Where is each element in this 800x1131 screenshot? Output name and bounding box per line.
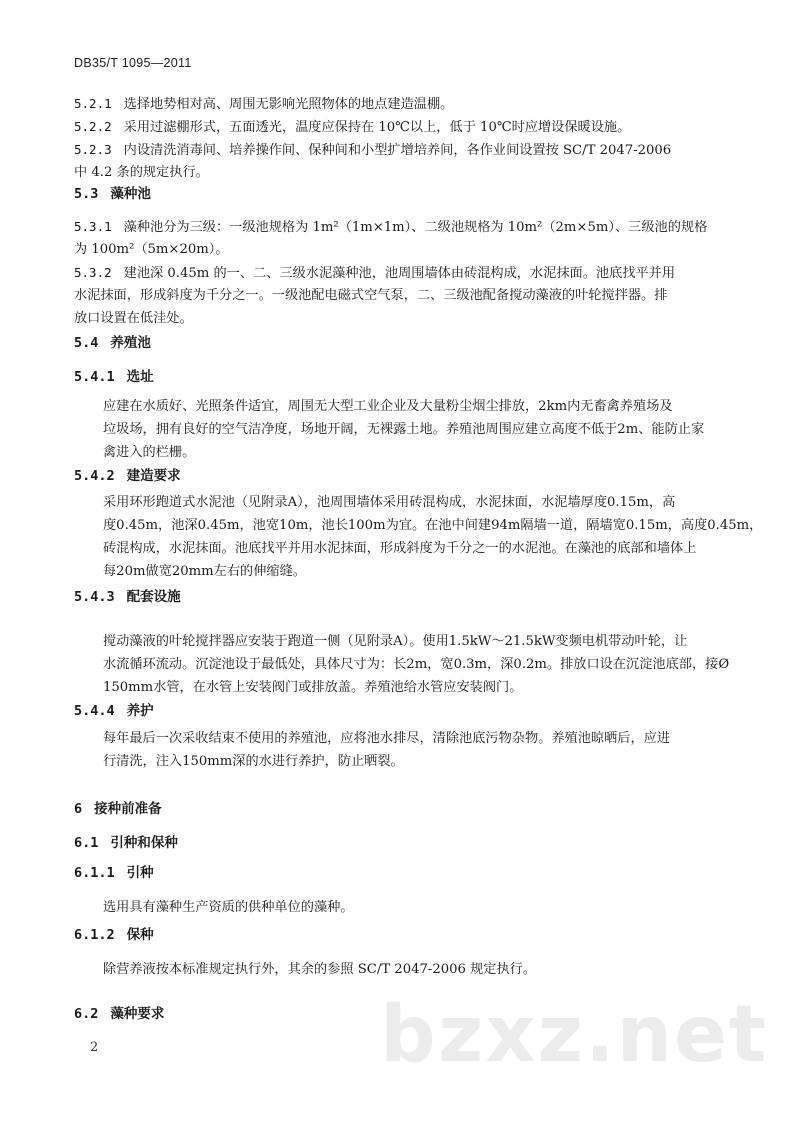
line-text: 应建在水质好、光照条件适宜，周围无大型工业企业及大量粉尘烟尘排放，2km内无畜禽养殖场及	[103, 399, 673, 414]
line-text: 垃圾场，拥有良好的空气洁净度，场地开阔，无裸露土地。养殖池周围应建立高度不低于2m、能防止家	[103, 422, 705, 437]
section-title: 引种和保种	[110, 835, 178, 851]
clause-number: 5.2.3	[74, 142, 112, 157]
clause	[74, 115, 724, 138]
watermark: bzxz.net	[380, 990, 769, 1080]
paragraph	[74, 630, 730, 699]
text-line	[74, 750, 724, 773]
text-line	[74, 630, 724, 653]
line-text: 内设清洗消毒间、培养操作间、保种间和小型扩增培养间，各作业间设置按 SC/T 2047-2006	[123, 143, 672, 158]
line-text: 放口设置在低洼处。	[74, 311, 193, 326]
line-text: 建池深 0.45m 的一、二、三级水泥藻种池，池周围墙体由砖混构成，水泥抹面。池底找平并用	[123, 266, 676, 281]
paragraph	[74, 395, 724, 464]
section-heading	[74, 465, 724, 488]
section-title: 建造要求	[126, 468, 181, 484]
clause-number: 5.2.2	[74, 119, 112, 134]
text-line	[74, 418, 724, 441]
line-text: 选用具有藻种生产资质的供种单位的藻种。	[103, 900, 354, 915]
text-line	[74, 115, 724, 138]
line-text: 采用过滤棚形式，五面透光，温度应保持在 10℃以上，低于 10℃时应增设保暖设施。	[123, 120, 631, 135]
text-line	[74, 896, 724, 919]
paragraph	[74, 727, 724, 773]
text-line	[74, 261, 724, 284]
section-number: 5.4.4	[74, 703, 115, 719]
section-title: 藻种池	[110, 186, 151, 202]
text-line	[74, 727, 724, 750]
section-title: 保种	[126, 927, 154, 943]
text-line	[74, 958, 724, 981]
section-title: 养护	[126, 703, 154, 719]
section-heading	[74, 924, 724, 947]
section-number: 5.3	[74, 186, 99, 202]
section-heading	[74, 586, 724, 609]
section-title: 接种前准备	[94, 801, 162, 817]
text-line	[74, 560, 724, 583]
clause	[74, 92, 724, 115]
standard-code-header: DB35/T 1095—2011	[74, 56, 192, 70]
section-title: 养殖池	[110, 335, 151, 351]
clause-number: 5.3.2	[74, 265, 112, 280]
text-line	[74, 215, 724, 238]
line-text: 采用环形跑道式水泥池（见附录A），池周围墙体采用砖混构成，水泥抹面，水泥墙厚度0.15m，高	[103, 495, 676, 510]
line-text: 为 100m²（5m×20m）。	[74, 242, 229, 257]
section-heading	[74, 798, 724, 821]
section-heading	[74, 862, 724, 885]
section-number: 6.1.2	[74, 927, 115, 943]
text-line	[74, 491, 724, 514]
text-line	[74, 92, 724, 115]
paragraph	[74, 958, 724, 981]
clause-number: 5.2.1	[74, 96, 112, 111]
line-text: 每年最后一次采收结束不使用的养殖池，应将池水排尽，清除池底污物杂物。养殖池晾晒后，应进	[103, 731, 671, 746]
section-title: 引种	[126, 865, 154, 881]
text-line	[74, 161, 724, 184]
text-line	[74, 676, 724, 699]
text-line	[74, 138, 724, 161]
section-number: 6	[74, 801, 83, 817]
line-text: 藻种池分为三级：一级池规格为 1m²（1m×1m）、二级池规格为 10m²（2m×5m）、三级池的规格	[123, 220, 708, 235]
line-text: 砖混构成，水泥抹面。池底找平并用水泥抹面，形成斜度为千分之一的水泥池。在藻池的底部和墙体上	[103, 541, 697, 556]
line-text: 度0.45m，池深0.45m，池宽10m，池长100m为宜。在池中间建94m隔墙一道，隔墙宽0.15m，高度0.45m，	[103, 518, 763, 533]
section-heading	[74, 832, 724, 855]
text-line	[74, 537, 724, 560]
text-line	[74, 514, 763, 537]
section-heading	[74, 700, 724, 723]
line-text: 搅动藻液的叶轮搅拌器应安装于跑道一侧（见附录A）。使用1.5kW～21.5kW变频电机带动叶轮，让	[103, 634, 688, 649]
page-number: 2	[90, 1040, 99, 1055]
section-number: 5.4.3	[74, 589, 115, 605]
section-number: 5.4.2	[74, 468, 115, 484]
clause-number: 5.3.1	[74, 219, 112, 234]
line-text: 行清洗，注入150mm深的水进行养护，防止晒裂。	[103, 754, 404, 769]
text-line	[74, 395, 724, 418]
section-title: 配套设施	[126, 589, 181, 605]
clause	[74, 138, 724, 184]
section-title: 选址	[126, 369, 154, 385]
text-line	[74, 653, 730, 676]
section-heading	[74, 183, 724, 206]
section-number: 5.4.1	[74, 369, 115, 385]
line-text: 除营养液按本标准规定执行外，其余的参照 SC/T 2047-2006 规定执行。	[103, 962, 537, 977]
text-line	[74, 284, 724, 307]
section-number: 6.1.1	[74, 865, 115, 881]
text-line	[74, 238, 724, 261]
line-text: 150mm水管，在水管上安装阀门或排放盖。养殖池给水管应安装阀门。	[103, 680, 523, 695]
section-title: 藻种要求	[110, 1006, 165, 1022]
section-number: 6.2	[74, 1006, 99, 1022]
clause	[74, 261, 724, 330]
section-number: 6.1	[74, 835, 99, 851]
line-text: 水泥抹面，形成斜度为千分之一。一级池配电磁式空气泵，二、三级池配备搅动藻液的叶轮搅拌器。排	[74, 288, 668, 303]
clause	[74, 215, 724, 261]
line-text: 中 4.2 条的规定执行。	[74, 165, 209, 180]
section-heading	[74, 366, 724, 389]
text-line	[74, 307, 724, 330]
section-heading	[74, 332, 724, 355]
paragraph	[74, 491, 763, 583]
line-text: 每20m做宽20mm左右的伸缩缝。	[103, 564, 306, 579]
line-text: 禽进入的栏栅。	[103, 445, 196, 460]
line-text: 选择地势相对高、周围无影响光照物体的地点建造温棚。	[123, 97, 454, 112]
text-line	[74, 441, 724, 464]
paragraph	[74, 896, 724, 919]
section-number: 5.4	[74, 335, 99, 351]
line-text: 水流循环流动。沉淀池设于最低处，具体尺寸为：长2m，宽0.3m，深0.2m。排放口设在沉淀池底部，接Ø	[103, 657, 730, 672]
